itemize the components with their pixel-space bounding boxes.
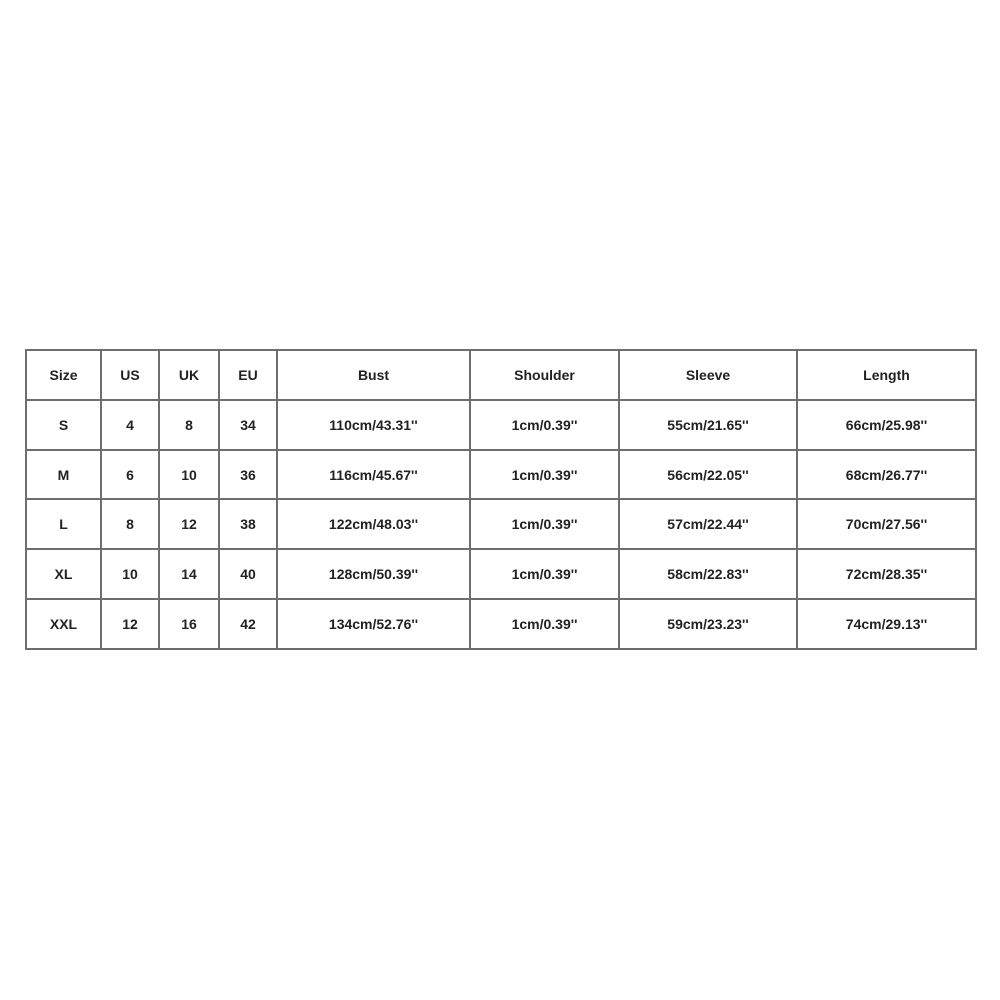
size-cell: M	[26, 450, 101, 500]
eu-cell: 34	[219, 400, 277, 450]
shoulder-cell: 1cm/0.39''	[470, 400, 619, 450]
uk-cell: 16	[159, 599, 219, 649]
table-row	[26, 450, 976, 500]
table-row	[26, 400, 976, 450]
table-row	[26, 599, 976, 649]
size-cell: L	[26, 499, 101, 549]
us-cell: 12	[101, 599, 159, 649]
header-cell-shoulder: Shoulder	[470, 350, 619, 400]
table-row	[26, 549, 976, 599]
us-cell: 8	[101, 499, 159, 549]
header-cell-sleeve: Sleeve	[619, 350, 797, 400]
uk-cell: 12	[159, 499, 219, 549]
eu-cell: 38	[219, 499, 277, 549]
size-cell: XL	[26, 549, 101, 599]
header-cell-eu: EU	[219, 350, 277, 400]
header-cell-uk: UK	[159, 350, 219, 400]
bust-cell: 116cm/45.67''	[277, 450, 470, 500]
length-cell: 70cm/27.56''	[797, 499, 976, 549]
header-cell-bust: Bust	[277, 350, 470, 400]
sleeve-cell: 59cm/23.23''	[619, 599, 797, 649]
size-cell: XXL	[26, 599, 101, 649]
header-row	[26, 350, 976, 400]
bust-cell: 134cm/52.76''	[277, 599, 470, 649]
length-cell: 74cm/29.13''	[797, 599, 976, 649]
table-row	[26, 499, 976, 549]
us-cell: 6	[101, 450, 159, 500]
uk-cell: 8	[159, 400, 219, 450]
sleeve-cell: 58cm/22.83''	[619, 549, 797, 599]
uk-cell: 10	[159, 450, 219, 500]
bust-cell: 122cm/48.03''	[277, 499, 470, 549]
us-cell: 10	[101, 549, 159, 599]
uk-cell: 14	[159, 549, 219, 599]
header-cell-size: Size	[26, 350, 101, 400]
shoulder-cell: 1cm/0.39''	[470, 599, 619, 649]
length-cell: 72cm/28.35''	[797, 549, 976, 599]
header-cell-us: US	[101, 350, 159, 400]
bust-cell: 128cm/50.39''	[277, 549, 470, 599]
us-cell: 4	[101, 400, 159, 450]
sleeve-cell: 56cm/22.05''	[619, 450, 797, 500]
sleeve-cell: 57cm/22.44''	[619, 499, 797, 549]
eu-cell: 42	[219, 599, 277, 649]
size-chart-table	[25, 349, 977, 650]
shoulder-cell: 1cm/0.39''	[470, 450, 619, 500]
length-cell: 66cm/25.98''	[797, 400, 976, 450]
length-cell: 68cm/26.77''	[797, 450, 976, 500]
header-cell-length: Length	[797, 350, 976, 400]
sleeve-cell: 55cm/21.65''	[619, 400, 797, 450]
size-cell: S	[26, 400, 101, 450]
eu-cell: 40	[219, 549, 277, 599]
bust-cell: 110cm/43.31''	[277, 400, 470, 450]
shoulder-cell: 1cm/0.39''	[470, 549, 619, 599]
shoulder-cell: 1cm/0.39''	[470, 499, 619, 549]
eu-cell: 36	[219, 450, 277, 500]
